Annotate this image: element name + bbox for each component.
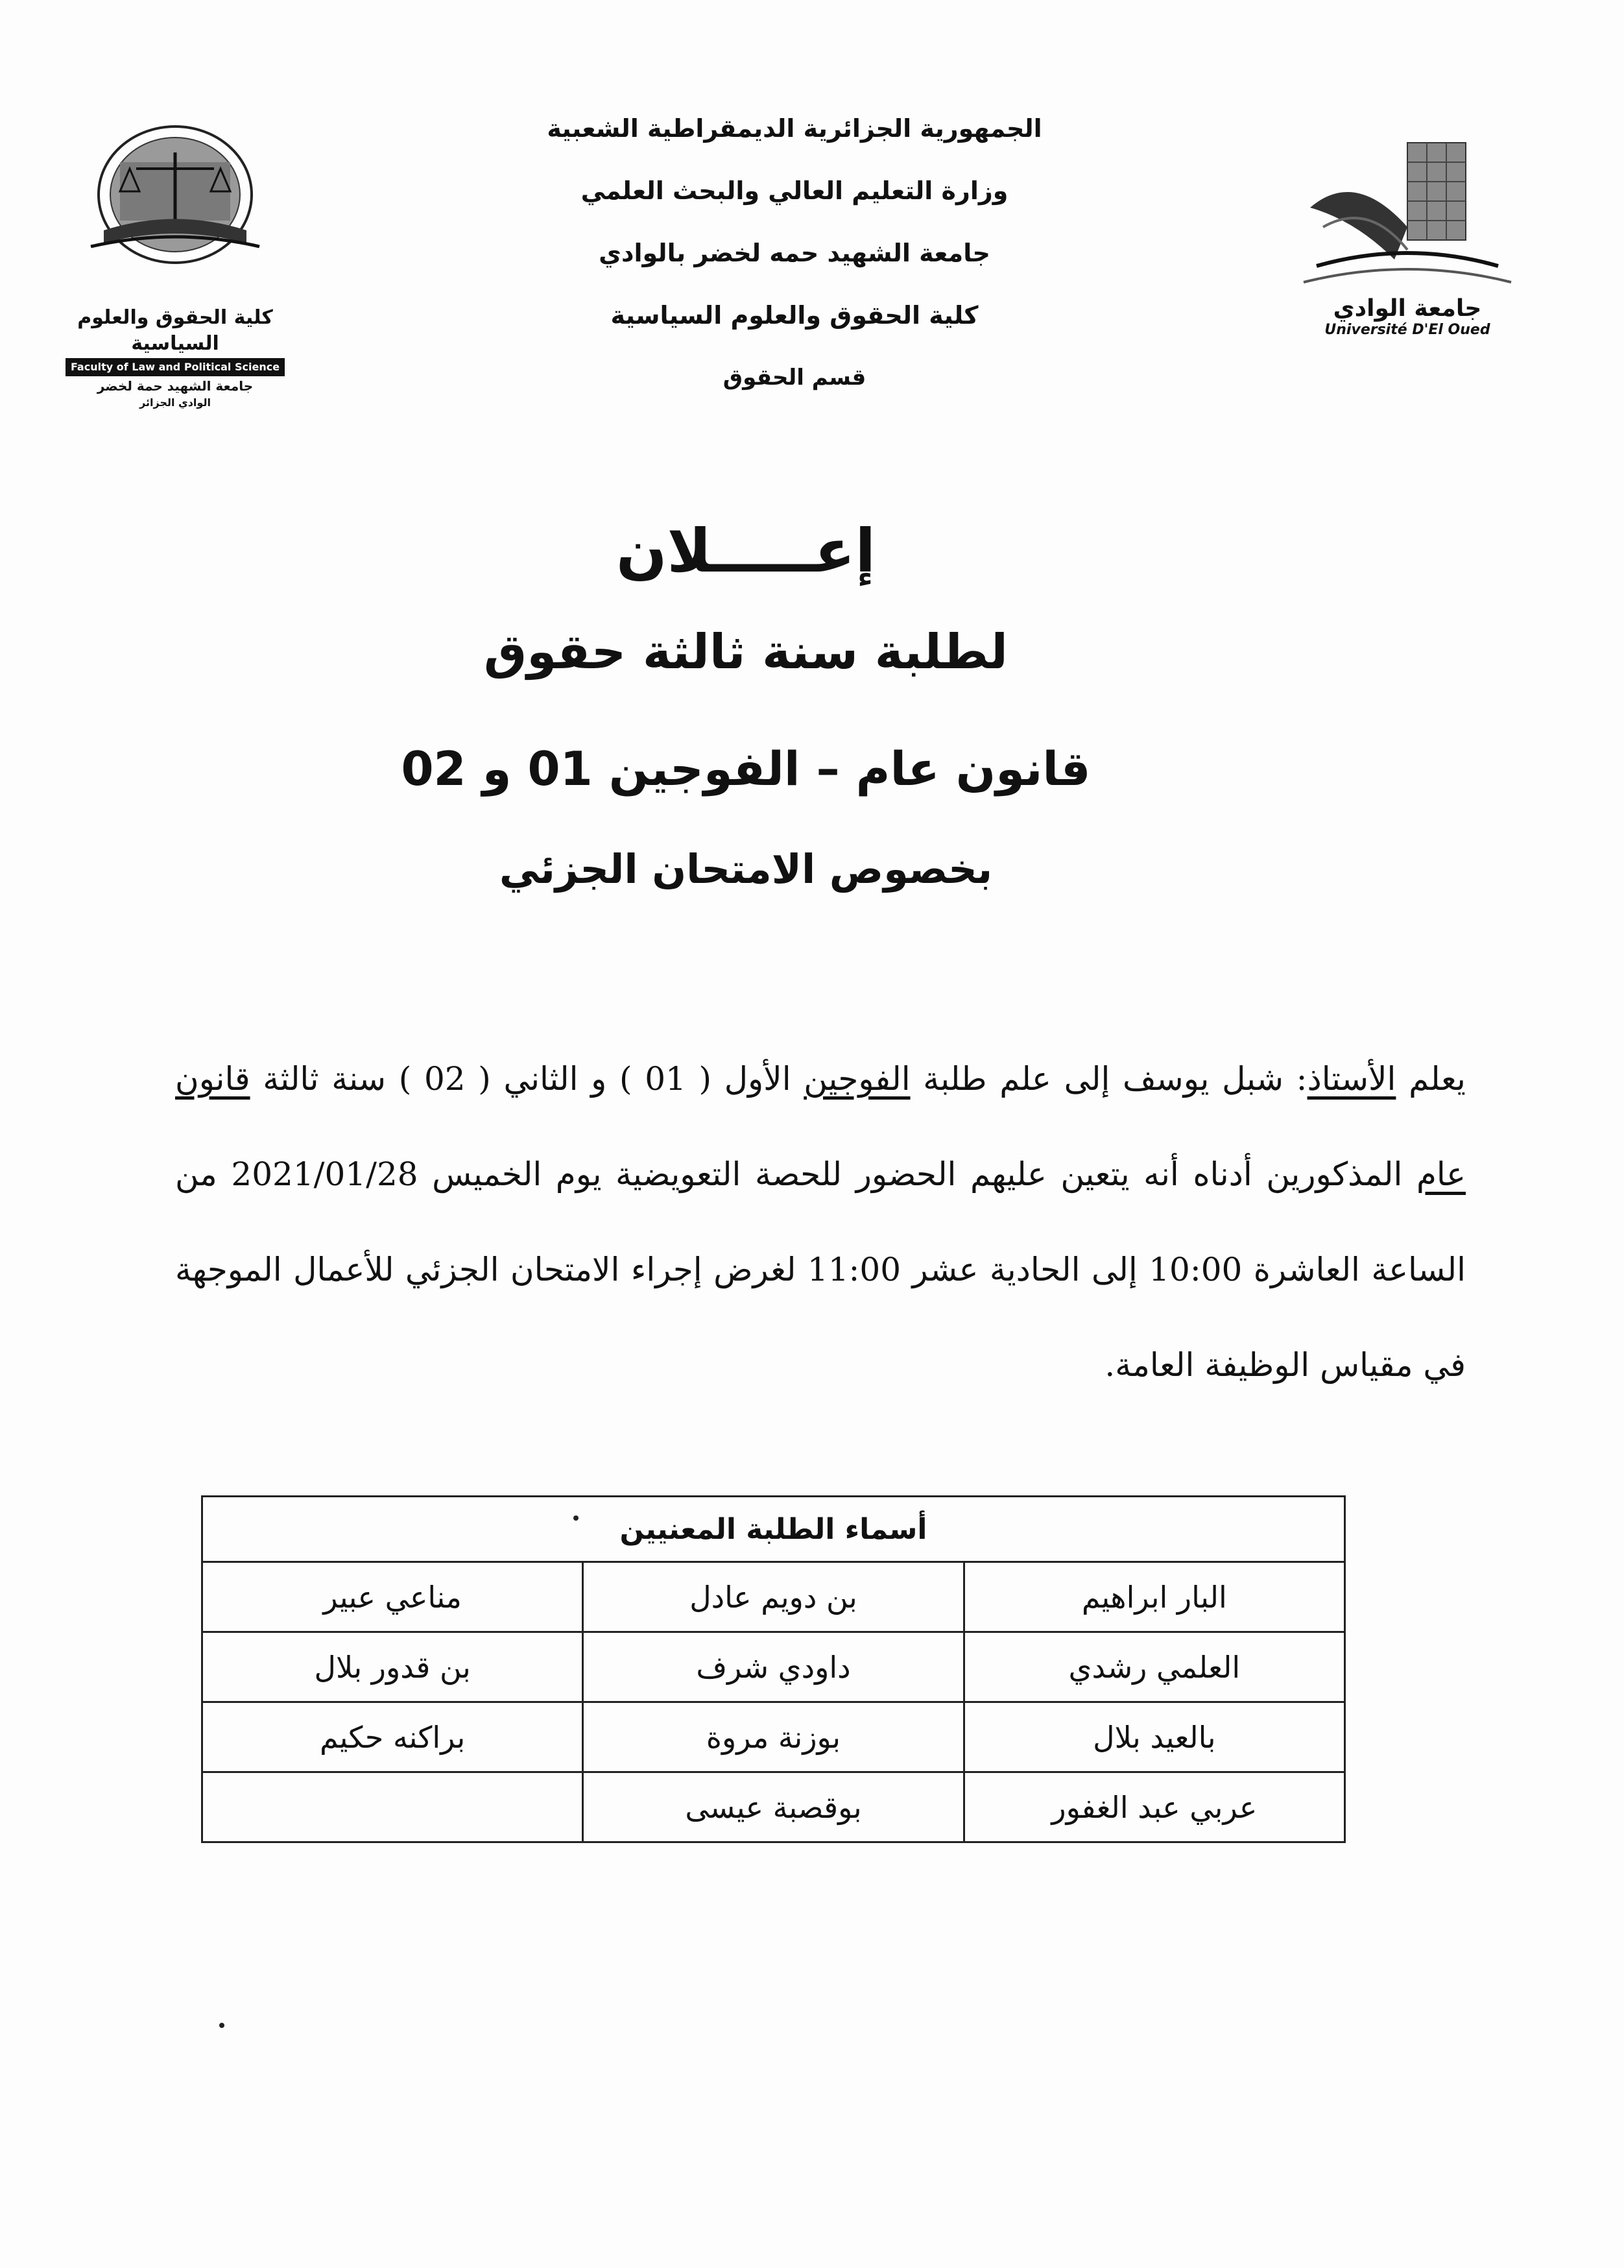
announcement-title: إعـــــلان: [616, 516, 876, 586]
table-cell: البار ابراهيم: [964, 1562, 1344, 1632]
table-row: [202, 1772, 1345, 1842]
university-logo-latin-name: Université D'El Oued: [1324, 322, 1490, 338]
faculty-logo-english-name: Faculty of Law and Political Science: [66, 358, 285, 376]
announcement-titles: [259, 506, 1232, 908]
body-groups-word: الفوجين: [804, 1060, 911, 1098]
official-header: [422, 97, 1167, 409]
body-part-1: يعلم: [1396, 1060, 1466, 1098]
table-cell: مناعي عبير: [202, 1562, 583, 1632]
header-department: قسم الحقوق: [722, 365, 866, 391]
announcement-course: قانون عام – الفوجين 01 و 02: [401, 742, 1091, 796]
header-university: جامعة الشهيد حمه لخضر بالوادي: [599, 239, 990, 267]
table-header-row: [202, 1497, 1345, 1562]
faculty-logo-arabic-name: كلية الحقوق والعلوم السياسية: [77, 306, 273, 355]
header-republic: الجمهورية الجزائرية الديمقراطية الشعبية: [547, 114, 1042, 143]
table-row: [202, 1562, 1345, 1632]
university-logo-arabic-name: جامعة الوادي: [1333, 295, 1482, 322]
students-table: [201, 1495, 1346, 1843]
table-cell: بوزنة مروة: [583, 1702, 964, 1772]
body-part-2: : شبل يوسف إلى علم طلبة: [910, 1060, 1308, 1098]
faculty-logo-sub-line-2: الوادي الجزائر: [139, 396, 211, 409]
table-cell: داودي شرف: [583, 1632, 964, 1702]
faculty-logo-sub-line-1: جامعة الشهيد حمة لخضر: [97, 378, 254, 394]
table-cell: بن دويم عادل: [583, 1562, 964, 1632]
body-part-4: المذكورين أدناه أنه يتعين عليهم الحضور للحصة التعويضية يوم الخميس 2021/01/28 من الساعة العاشرة 10:00 إلى الحادية عشر 11:00 لغرض إجراء الامتحان الجزئي للأعمال الموجهة في مقياس الوظيفة العامة.: [175, 1155, 1466, 1384]
body-professor-label: الأستاذ: [1307, 1060, 1396, 1098]
table-cell: العلمي رشدي: [964, 1632, 1344, 1702]
table-cell: بوقصبة عيسى: [583, 1772, 964, 1842]
table-header: أسماء الطلبة المعنيين: [202, 1497, 1345, 1562]
table-row: [202, 1702, 1345, 1772]
table-cell: [202, 1772, 583, 1842]
table-row: [202, 1632, 1345, 1702]
announcement-audience: لطلبة سنة ثالثة حقوق: [484, 624, 1008, 680]
header-ministry: وزارة التعليم العالي والبحث العلمي: [580, 176, 1009, 205]
table-cell: بالعيد بلال: [964, 1702, 1344, 1772]
scan-speck: [219, 2023, 224, 2028]
table-cell: براكنه حكيم: [202, 1702, 583, 1772]
announcement-topic: بخصوص الامتحان الجزئي: [499, 845, 993, 893]
table-cell: عربي عبد الغفور: [964, 1772, 1344, 1842]
body-course-name: قانون عام: [175, 1060, 1466, 1193]
body-part-3: الأول ( 01 ) و الثاني ( 02 ) سنة ثالثة: [250, 1060, 804, 1098]
announcement-body: [175, 1031, 1466, 1413]
university-logo-caption: [1304, 295, 1511, 338]
scan-speck: [573, 1515, 579, 1521]
table-cell: بن قدور بلال: [202, 1632, 583, 1702]
header-faculty: كلية الحقوق والعلوم السياسية: [610, 301, 979, 330]
faculty-logo-caption: [65, 305, 285, 411]
